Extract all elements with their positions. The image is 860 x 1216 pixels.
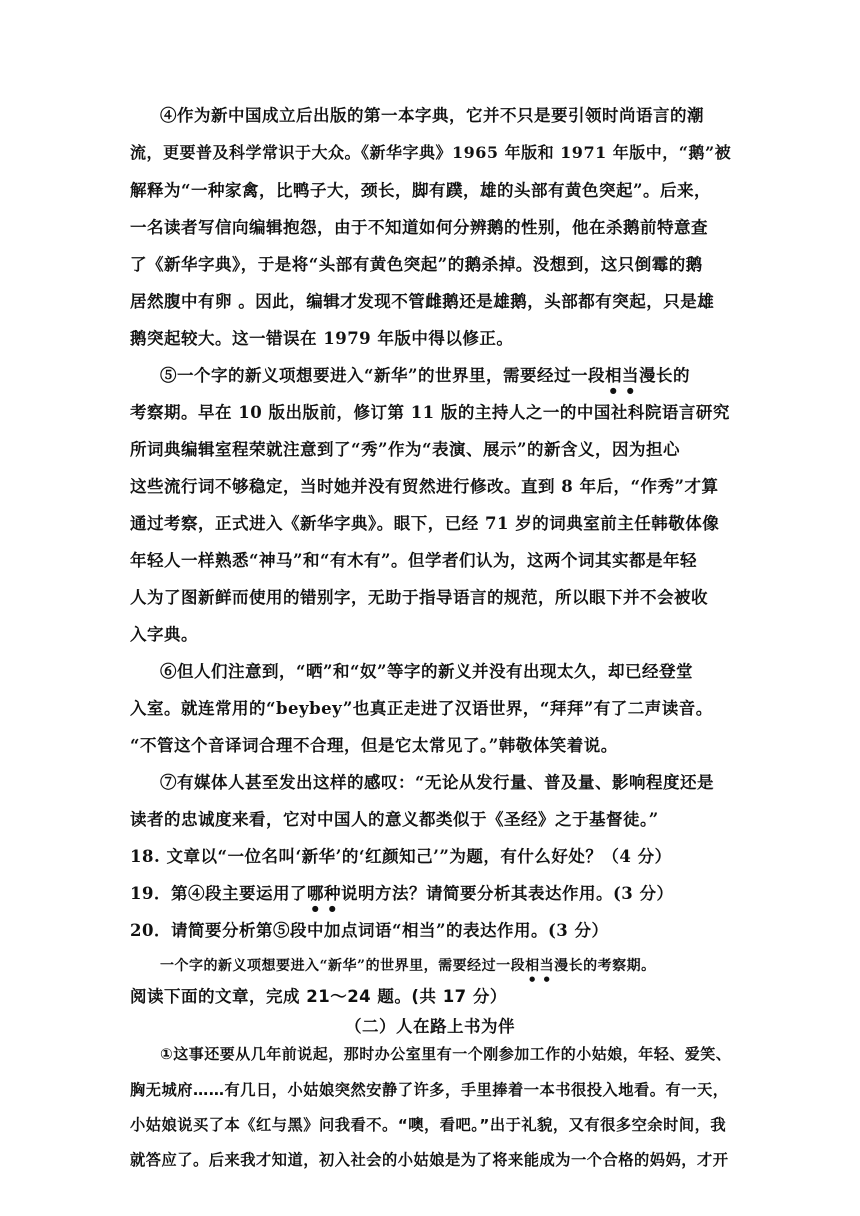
p5-line-4: 这些流行词不够稳定，当时她并没有贸然进行修改。直到 8 年后，“作秀”才算 (130, 477, 719, 496)
s2-p1-line-3: 小姑娘说买了本《红与黑》问我看不。“噢，看吧。”出于礼貌，又有很多空余时间，我 (130, 1116, 727, 1134)
p6-line-1: ⑥但人们注意到，“晒”和“奴”等字的新义并没有出现太久，却已经登堂 (160, 662, 693, 681)
question-20: 20．请简要分析第⑤段中加点词语“相当”的表达作用。(3 分） (130, 921, 609, 940)
p4-line-2: 流，更要普及科学常识于大众。《新华字典》1965 年版和 1971 年版中，“鹅”被 (130, 143, 732, 162)
p4-line-6: 居然腹中有卵 。因此，编辑才发现不管雌鹅还是雄鹅，头部都有突起，只是雄 (130, 292, 715, 311)
section-title: （二）人在路上书为伴 (345, 1017, 515, 1036)
q19-emphasized: 哪种 (306, 884, 341, 903)
p5-line-5: 通过考察，正式进入《新华字典》。眼下，已经 71 岁的词典室前主任韩敬体像 (130, 514, 720, 533)
s2-p1-line-4: 就答应了。后来我才知道，初入社会的小姑娘是为了将来能成为一个合格的妈妈，才开 (130, 1151, 729, 1169)
p6-line-2: 入室。就连常用的“beybey”也真正走进了汉语世界，“拜拜”有了二声读音。 (130, 699, 713, 718)
quote-text-a: 一个字的新义项想要进入“新华”的世界里，需要经过一段 (160, 958, 526, 974)
p7-line-2: 读者的忠诚度来看，它对中国人的意义都类似于《圣经》之于基督徒。” (130, 810, 659, 829)
s2-p1-line-2: 胸无城府……有几日，小姑娘突然安静了许多，手里捧着一本书很投入地看。有一天， (130, 1081, 729, 1099)
p4-line-7: 鹅突起较大。这一错误在 1979 年版中得以修正。 (130, 329, 514, 348)
question-18: 18. 文章以“一位名叫‘新华’的‘红颜知己’”为题，有什么好处？（4 分） (130, 847, 672, 866)
p5-text-c: 漫长的 (638, 366, 690, 385)
p6-line-3: “不管这个音译词合理不合理，但是它太常见了。”韩敬体笑着说。 (130, 736, 618, 755)
q19-text-c: 说明方法？请简要分析其表达作用。(3 分） (340, 884, 674, 903)
p5-line-1 (160, 362, 690, 395)
p7-line-1: ⑦有媒体人甚至发出这样的感叹：“无论从发行量、普及量、影响程度还是 (160, 773, 714, 792)
p5-line-3: 所词典编辑室程荣就注意到了“秀”作为“表演、展示”的新含义，因为担心 (130, 440, 680, 459)
p4-line-3: 解释为“一种家禽，比鸭子大，颈长，脚有蹼，雄的头部有黄色突起”。后来， (130, 181, 711, 200)
quote-text-c: 漫长的考察期。 (554, 958, 656, 974)
quoted-sentence (160, 955, 656, 983)
p5-text-a: ⑤一个字的新义项想要进入“新华”的世界里，需要经过一段 (160, 366, 605, 385)
quote-emphasized: 相当 (525, 958, 555, 974)
p4-line-1: ④作为新中国成立后出版的第一本字典，它并不只是要引领时尚语言的潮 (160, 106, 704, 125)
p5-line-6: 年轻人一样熟悉“神马”和“有木有”。但学者们认为，这两个词其实都是年轻 (130, 551, 697, 570)
emphasized-word: 相当 (604, 366, 639, 385)
s2-p1-line-1: ①这事还要从几年前说起，那时办公室里有一个刚参加工作的小姑娘，年轻、爱笑、 (160, 1045, 732, 1063)
section-instruction: 阅读下面的文章，完成 21～24 题。(共 17 分） (130, 987, 507, 1006)
p5-line-2: 考察期。早在 10 版出版前，修订第 11 版的主持人之一的中国社科院语言研究 (130, 403, 730, 422)
p4-line-5: 了《新华字典》，于是将“头部有黄色突起”的鹅杀掉。没想到，这只倒霉的鹅 (130, 255, 703, 274)
p5-line-7: 人为了图新鲜而使用的错别字，无助于指导语言的规范，所以眼下并不会被收 (130, 588, 708, 607)
p4-line-4: 一名读者写信向编辑抱怨，由于不知道如何分辨鹅的性别，他在杀鹅前特意查 (130, 218, 708, 237)
question-19 (130, 880, 674, 913)
q19-text-a: 19．第④段主要运用了 (130, 884, 307, 903)
p5-line-8: 入字典。 (130, 625, 198, 644)
